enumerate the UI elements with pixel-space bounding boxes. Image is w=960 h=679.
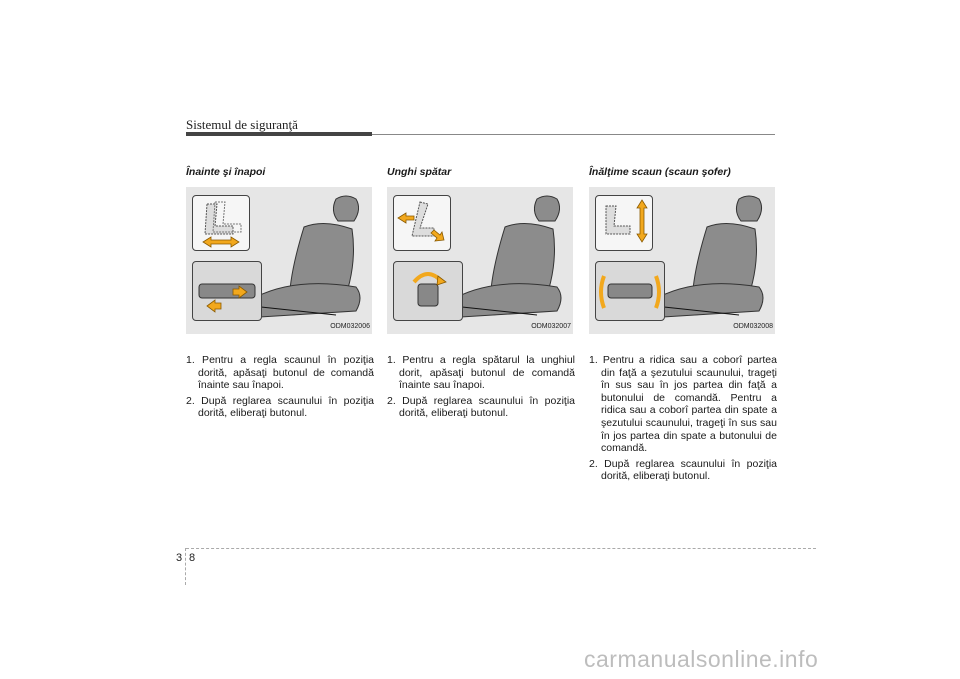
seat-figure <box>387 187 573 334</box>
instruction-item: 1. Pentru a ridica sau a coborî partea din faţă a şezutului scaunului, trageţi în sus sau în jos partea din faţă a butonului de comandă. Pentru a ridica sau a coborî partea din spate a şezutului scaunului, trageţi în sus sau în jos partea din spate a butonului de comandă. <box>589 354 777 455</box>
control-button-inset <box>192 261 262 321</box>
seat-diagram-inset <box>393 195 451 251</box>
up-down-arrows-icon <box>596 262 664 320</box>
page-number: 8 <box>189 552 196 564</box>
instruction-item: 2. După reglarea scaunului în poziţia dorită, eliberaţi butonul. <box>186 394 374 420</box>
seat-diagram-inset <box>192 195 250 251</box>
rotate-arrow-icon <box>394 262 462 320</box>
backrest-angle-icon <box>394 196 450 250</box>
instruction-list <box>186 354 374 420</box>
header-title: Sistemul de siguranţă <box>186 117 298 132</box>
seat-diagram-inset <box>595 195 653 251</box>
figure-code: ODM032007 <box>531 323 571 330</box>
instruction-item: 1. Pentru a regla spătarul la unghiul dorit, apăsaţi butonul de comandă înainte sau înapoi. <box>387 354 575 392</box>
section-title: Înălţime scaun (scaun şofer) <box>589 166 731 178</box>
header-bar <box>186 132 372 136</box>
section-seat-height <box>589 166 777 486</box>
instruction-list <box>387 354 575 420</box>
seat-height-icon <box>596 196 652 250</box>
section-title: Înainte şi înapoi <box>186 166 266 178</box>
footer-vertical-divider <box>185 548 186 585</box>
instruction-item: 2. După reglarea scaunului în poziţia dorită, eliberaţi butonul. <box>589 457 777 483</box>
figure-code: ODM032008 <box>733 323 773 330</box>
figure-code: ODM032006 <box>330 323 370 330</box>
section-forward-backward <box>186 166 374 423</box>
instruction-item: 1. Pentru a regla scaunul în poziţia dorită, apăsaţi butonul de comandă înainte sau înapoi. <box>186 354 374 392</box>
instruction-item: 2. După reglarea scaunului în poziţia dorită, eliberaţi butonul. <box>387 394 575 420</box>
seat-figure <box>186 187 372 334</box>
control-button-inset <box>595 261 665 321</box>
double-arrow-icon <box>201 236 241 248</box>
header-line <box>372 134 775 135</box>
seat-figure <box>589 187 775 334</box>
section-backrest-angle <box>387 166 575 423</box>
control-arrows-icon <box>193 262 261 320</box>
watermark: carmanualsonline.info <box>584 646 819 672</box>
section-number: 3 <box>176 552 183 564</box>
control-button-inset <box>393 261 463 321</box>
instruction-list <box>589 354 777 483</box>
section-title: Unghi spătar <box>387 166 452 178</box>
footer-divider <box>186 548 816 549</box>
